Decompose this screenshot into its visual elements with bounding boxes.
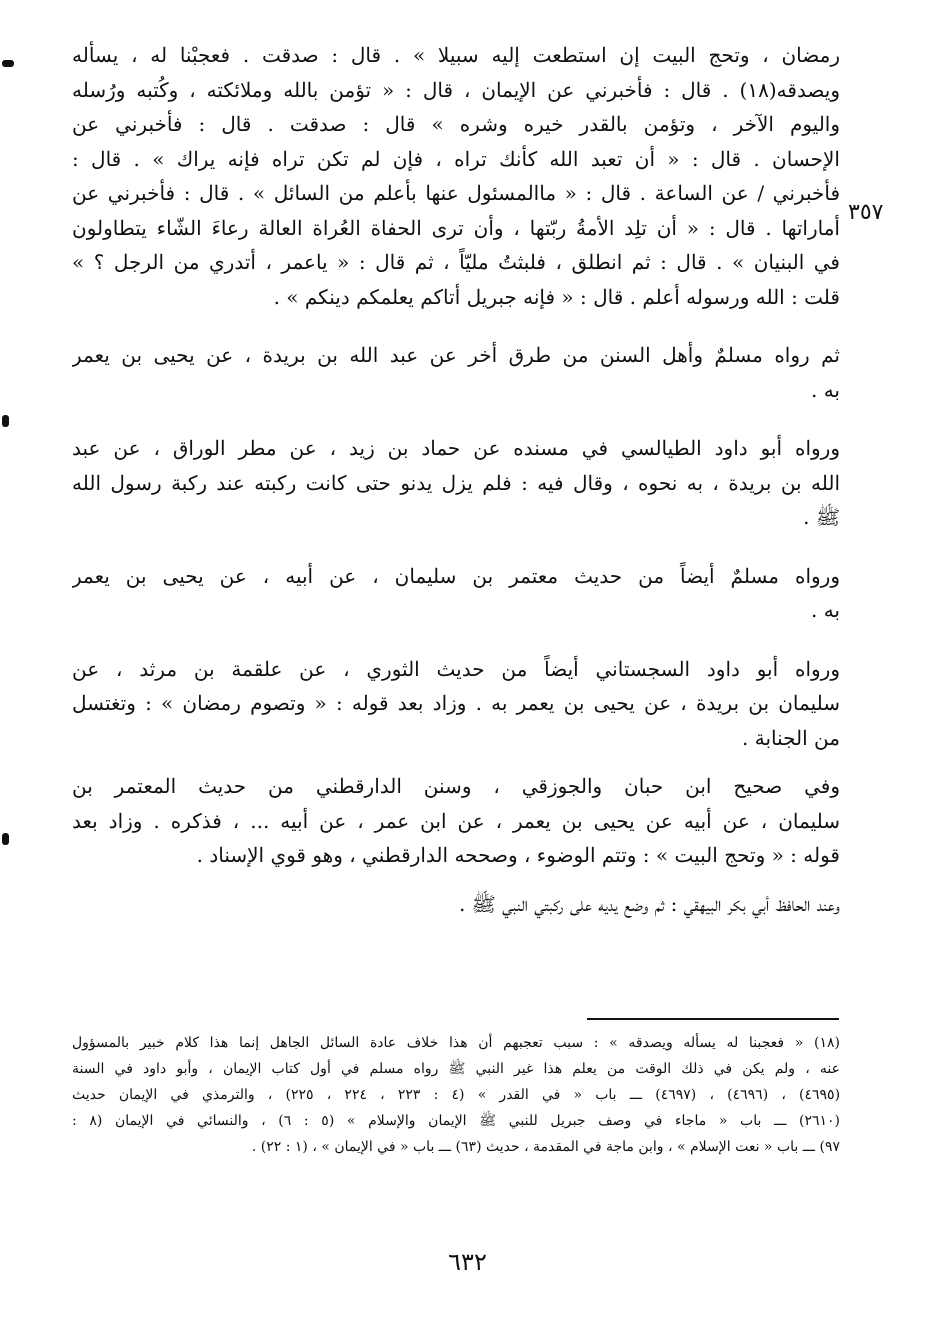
footnote-divider	[587, 1018, 839, 1020]
text-line: به .	[810, 377, 840, 402]
text-line: ويصدقه(١٨) . قال : فأخبرني عن الإيمان ، قال : « تؤمن بالله وملائكته ، وكُتبه ورُسله	[72, 77, 840, 102]
margin-mark-middle	[2, 415, 9, 427]
text-line: ثم رواه مسلمٌ وأهل السنن من طرق أخر عن عبد الله بن بريدة ، عن يحيى بن يعمر	[72, 343, 840, 367]
text-line: فأخبرني / عن الساعة . قال : « ماالمسئول عنها بأعلم من السائل » . قال : فأخبرني عن	[72, 181, 840, 205]
text-line: ورواه أبو داود السجستاني أيضاً من حديث الثوري ، عن علقمة بن مرثد ، عن	[72, 656, 840, 681]
text-line: رمضان ، وتحج البيت إن استطعت إليه سبيلا » . قال : صدقت . فعجبْنا له ، يسأله	[72, 43, 840, 67]
footnote-line: (١٨) « فعجبنا له يسأله ويصدقه » : سبب تعجبهم أن هذا خلاف عادة السائل الجاهل إنما هذا كلام خبير بالمسؤول	[72, 1035, 840, 1051]
paragraph-muslim-sunan	[72, 338, 840, 407]
text-line: ورواه أبو داود الطيالسي في مسنده عن حماد بن زيد ، عن مطر الوراق ، عن عبد	[72, 436, 840, 460]
footnote-line: عنه ، ولم يكن في ذلك الوقت من يعلم هذا غير النبي ﷺ رواه مسلم في أول كتاب الإيمان ، وأبو داود في السنة	[72, 1061, 840, 1077]
margin-mark-top	[2, 60, 14, 67]
paragraph-tayalisi	[72, 431, 840, 535]
footnote-18	[72, 1030, 840, 1160]
main-text	[72, 38, 840, 945]
text-line: وفي صحيح ابن حبان والجوزقي ، وسنن الدارقطني من حديث المعتمر بن	[72, 774, 840, 798]
margin-mark-lower	[2, 833, 9, 845]
text-line: واليوم الآخر ، وتؤمن بالقدر خيره وشره » قال : صدقت . قال : فأخبرني عن	[72, 112, 840, 136]
paragraph-ibn-hibban	[72, 769, 840, 873]
text-line: ورواه مسلمٌ أيضاً من حديث معتمر بن سليمان ، عن أبيه ، عن يحيى بن يعمر	[72, 563, 840, 588]
text-line: الله بن بريدة ، به نحوه ، وقال فيه : فلم يزل يدنو حتى كانت ركبته عند ركبة رسول الله	[72, 470, 840, 495]
text-line: في البنيان » . قال : ثم انطلق ، فلبثتُ مليّاً ، ثم قال : « ياعمر ، أتدري من الرجل ؟ »	[72, 250, 840, 274]
text-line: أماراتها . قال : « أن تلِد الأمةُ ربّتها ، وأن ترى الحفاة العُراة العالة رعاءَ الشّاء يتطاولون	[72, 215, 840, 240]
hadith-number: ٣٥٧	[848, 200, 884, 225]
footnote-line: (٢٦١٠) ـــ باب « ماجاء في وصف جبريل للنبي ﷺ الإيمان والإسلام » (٥ : ٦) ، والنسائي في الإيمان (٨ :	[72, 1113, 840, 1129]
paragraph-muslim-mutamir	[72, 559, 840, 628]
text-line: وعند الحافظ أبي بكر البيهقي : ثم وضع يديه على ركبتي النبي ﷺ .	[458, 891, 840, 916]
text-line: الإحسان . قال : « أن تعبد الله كأنك تراه ، فإن لم تكن تراه فإنه يراك » . قال :	[72, 146, 840, 171]
footnote-line: (٤٦٩٥) ، (٤٦٩٦) ، (٤٦٩٧) ـــ باب « في القدر » (٤ : ٢٢٣ ، ٢٢٤ ، ٢٢٥) ، والترمذي في الإيمان حديث	[72, 1087, 840, 1103]
paragraph-hadith	[72, 38, 840, 314]
text-line: قلت : الله ورسوله أعلم . قال : « فإنه جبريل أتاكم يعلمكم دينكم » .	[273, 284, 840, 309]
text-line: قوله : « وتحج البيت » : وتتم الوضوء ، وصححه الدارقطني ، وهو قوي الإسناد .	[196, 843, 840, 867]
text-line: من الجنابة .	[742, 725, 840, 750]
footnote-line: ٩٧) ـــ باب « نعت الإسلام » ، وابن ماجة في المقدمة ، حديث (٦٣) ـــ باب « في الإيمان » ، (١ : ٢٢) .	[251, 1139, 840, 1155]
text-line: ﷺ .	[803, 505, 840, 529]
text-line: به .	[810, 598, 840, 622]
paragraph-abu-dawud	[72, 652, 840, 756]
paragraph-bayhaqi	[72, 887, 840, 922]
text-line: سليمان بن بريدة ، عن يحيى بن يعمر به . وزاد بعد قوله : « وتصوم رمضان » : وتغتسل	[72, 691, 840, 715]
page-number: ٦٣٢	[448, 1248, 487, 1276]
text-line: سليمان ، عن أبيه عن يحيى بن يعمر ، عن ابن عمر ، عن أبيه ... ، فذكره . وزاد بعد	[72, 808, 840, 833]
